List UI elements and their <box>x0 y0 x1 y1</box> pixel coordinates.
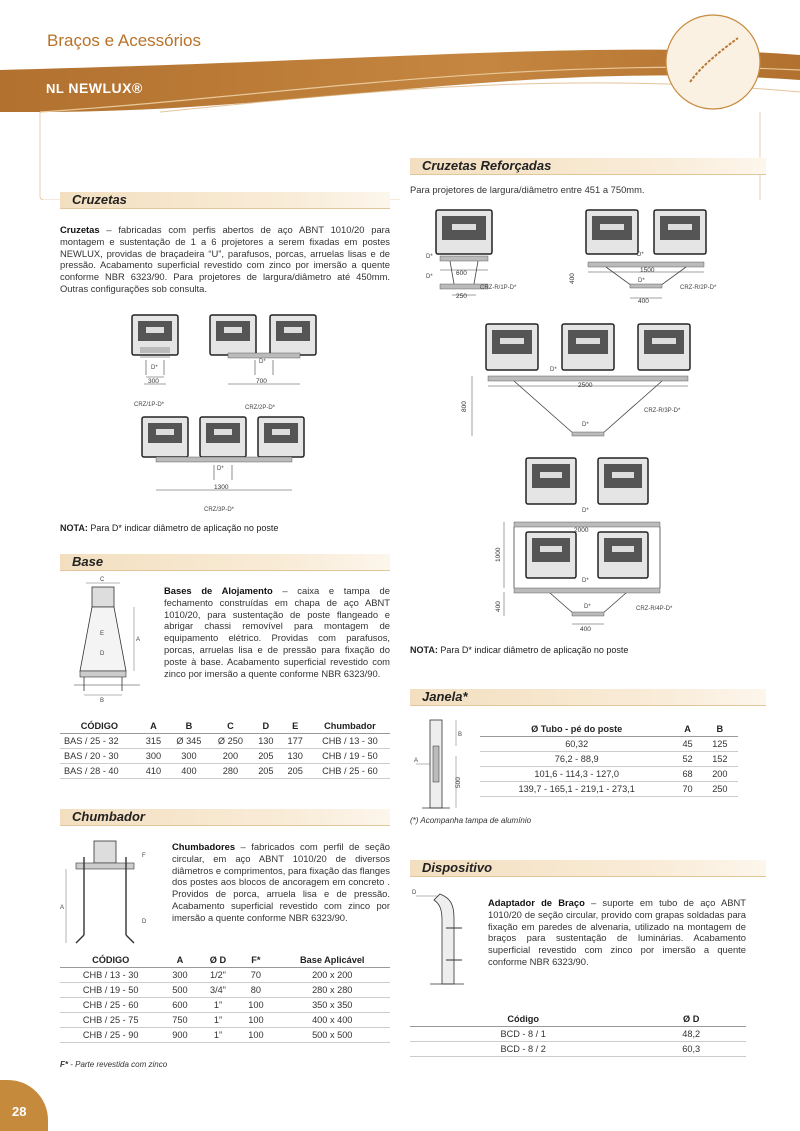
dispositivo-cell: 60,3 <box>636 1042 746 1057</box>
crz-r-1p-dim-b: 250 <box>456 293 467 300</box>
crz-r-3p-diagram <box>461 324 690 436</box>
chumbador-cell: 500 x 500 <box>274 1028 390 1043</box>
table-row <box>480 752 738 767</box>
base-cell: CHB / 19 - 50 <box>310 749 390 764</box>
chumbador-cell: 500 <box>161 983 198 998</box>
section-bar-chumbador <box>60 809 390 826</box>
base-diagram <box>60 575 160 703</box>
crz-r-4p-dim-b: 400 <box>580 626 591 633</box>
chumbador-cell: 900 <box>161 1028 198 1043</box>
chumbador-th-f: F* <box>237 953 274 968</box>
base-label-a: A <box>136 637 141 643</box>
chumbador-cell: 1” <box>199 1028 238 1043</box>
crz-r-4p-d: D* <box>582 508 589 514</box>
base-label-e: E <box>100 631 105 637</box>
chumbador-label-a: A <box>60 905 65 911</box>
chumbador-cell: 280 x 280 <box>274 983 390 998</box>
base-cell: Ø 250 <box>210 734 252 749</box>
base-cell: 130 <box>251 734 280 749</box>
janela-cell: 250 <box>702 782 738 797</box>
crz-r-4p-code: CRZ-R/4P-D* <box>636 606 673 612</box>
crz-r-1p-code: CRZ-R/1P-D* <box>480 285 517 291</box>
table-row <box>410 1042 746 1057</box>
dispositivo-diagram <box>410 884 476 994</box>
chumbador-cell: 350 x 350 <box>274 998 390 1013</box>
crz-r-4p-dim-h1: 1000 <box>495 547 502 562</box>
janela-cell: 125 <box>702 737 738 752</box>
janela-table <box>480 722 738 797</box>
crz-r-1p-diagram <box>426 210 517 300</box>
base-cell: 300 <box>168 749 210 764</box>
janela-th-b: B <box>702 722 738 737</box>
cruzetas-note <box>60 523 278 533</box>
crz-2p-code: CRZ/2P-D* <box>245 405 276 411</box>
reforcadas-subtitle: Para projetores de largura/diâmetro entre 451 a 750mm. <box>410 184 645 195</box>
crz-2p-diagram <box>210 315 316 411</box>
base-cell: Ø 345 <box>168 734 210 749</box>
crz-r-3p-code: CRZ-R/3P-D* <box>644 408 681 414</box>
dispositivo-th-d: Ø D <box>636 1012 746 1027</box>
base-cell: 315 <box>139 734 168 749</box>
base-cell: 177 <box>281 734 310 749</box>
table-row <box>60 734 390 749</box>
crz-3p-dim: 1300 <box>214 484 229 491</box>
section-title-dispositivo: Dispositivo <box>422 860 493 875</box>
section-title-base: Base <box>72 554 104 569</box>
dispositivo-label-d: D <box>412 890 417 896</box>
janela-cell: 70 <box>673 782 701 797</box>
dispositivo-lead: Adaptador de Braço <box>488 897 585 908</box>
base-th-a: A <box>139 719 168 734</box>
base-lead: Bases de Alojamento <box>164 585 273 596</box>
janela-cell: 68 <box>673 767 701 782</box>
base-cell: 200 <box>210 749 252 764</box>
base-cell: 400 <box>168 764 210 779</box>
chumbador-label-f: F <box>142 853 146 859</box>
crz-r-1p-dim-a: 600 <box>456 270 467 277</box>
crz-3p-d: D* <box>217 466 224 472</box>
janela-footnote: (*) Acompanha tampa de alumínio <box>410 816 532 825</box>
base-th-chumbador: Chumbador <box>310 719 390 734</box>
dispositivo-table <box>410 1012 746 1057</box>
cruzetas-body: – fabricadas com perfis abertos de aço ABNT 1010/20 para montagem e sustentação de 1 a 6 projetores a serem fixadas em postes NEWLUX, providas de braçadeira “U”, parafusos, porcas, arruelas lisas e de pressão. Acabamento superficial revestido com zinco por imersão a quente conforme NBR 6323/90. Para projetores de largura/diâmetro até 450mm. Outras configurações sob consulta. <box>60 224 390 294</box>
janela-label-a: A <box>414 758 419 764</box>
table-row <box>60 1013 390 1028</box>
janela-label-h: 500 <box>455 777 462 788</box>
cruzetas-diagrams <box>60 305 390 517</box>
chumbador-diagram <box>60 835 160 950</box>
dispositivo-description <box>488 897 746 968</box>
section-title-cruzetas: Cruzetas <box>72 192 127 207</box>
crz-r-4p-d2: D* <box>582 578 589 584</box>
janela-cell: 152 <box>702 752 738 767</box>
crz-r-4p-diagram <box>495 458 673 633</box>
crz-3p-code: CRZ/3P-D* <box>204 507 235 513</box>
brand-logo: NL NEWLUX® <box>46 80 143 96</box>
crz-3p-diagram <box>142 417 304 513</box>
section-bar-cruzetas <box>60 192 390 209</box>
crz-1p-dim: 300 <box>148 378 159 385</box>
janela-cell: 76,2 - 88,9 <box>480 752 673 767</box>
section-bar-base <box>60 554 390 571</box>
chumbador-th-d: Ø D <box>199 953 238 968</box>
base-th-e: E <box>281 719 310 734</box>
reforcadas-diagrams <box>410 200 766 638</box>
chumbador-description <box>172 841 390 924</box>
table-row <box>480 767 738 782</box>
base-label-b: B <box>100 698 105 703</box>
table-row <box>60 998 390 1013</box>
chumbador-cell: CHB / 25 - 90 <box>60 1028 161 1043</box>
section-title-chumbador: Chumbador <box>72 809 145 824</box>
crz-r-2p-d: D* <box>637 252 644 258</box>
base-label-d: D <box>100 651 105 657</box>
crz-r-2p-dim-a: 1500 <box>640 267 655 274</box>
base-th-c: C <box>210 719 252 734</box>
crz-r-2p-dim-h: 400 <box>569 273 576 284</box>
crz-2p-d: D* <box>259 359 266 365</box>
janela-table-header <box>480 722 738 737</box>
crz-r-4p-d3: D* <box>584 604 591 610</box>
chumbador-cell: 1” <box>199 998 238 1013</box>
page-section-title: Braços e Acessórios <box>47 31 202 50</box>
reforcadas-note-label: NOTA: <box>410 645 438 655</box>
janela-diagram <box>410 716 470 814</box>
base-cell: 280 <box>210 764 252 779</box>
reforcadas-note <box>410 645 628 655</box>
table-row <box>480 737 738 752</box>
crz-r-3p-d2: D* <box>582 422 589 428</box>
crz-r-3p-d: D* <box>550 367 557 373</box>
cruzetas-note-text: Para D* indicar diâmetro de aplicação no poste <box>87 523 279 533</box>
chumbador-footnote <box>60 1060 167 1069</box>
base-cell: 130 <box>281 749 310 764</box>
chumbador-table <box>60 953 390 1043</box>
crz-2p-dim: 700 <box>256 378 267 385</box>
base-th-d: D <box>251 719 280 734</box>
base-cell: BAS / 28 - 40 <box>60 764 139 779</box>
crz-1p-diagram <box>132 315 178 408</box>
chumbador-cell: 70 <box>237 968 274 983</box>
chumbador-cell: 80 <box>237 983 274 998</box>
janela-cell: 52 <box>673 752 701 767</box>
cruzetas-description <box>60 224 390 295</box>
base-cell: BAS / 25 - 32 <box>60 734 139 749</box>
chumbador-lead: Chumbadores <box>172 841 236 852</box>
brand-name: NEWLUX <box>68 80 133 96</box>
table-row <box>480 782 738 797</box>
table-row <box>60 764 390 779</box>
section-title-reforcadas: Cruzetas Reforçadas <box>422 158 552 173</box>
crz-r-4p-dim-h2: 400 <box>495 601 502 612</box>
table-row <box>60 968 390 983</box>
chumbador-cell: CHB / 25 - 75 <box>60 1013 161 1028</box>
chumbador-cell: CHB / 25 - 60 <box>60 998 161 1013</box>
chumbador-body: – fabricados com perfil de seção circular, em aço ABNT 1010/20 de diversos diâmetros e comprimentos, para fixação das flanges dos postes aos blocos de ancoragem em concreto . Providos de porca, arruela lisa e de pressão. Acabamento superficial revestido com zinco por imersão a quente conforme NBR 6323/90. <box>172 841 390 923</box>
chumbador-cell: 100 <box>237 1013 274 1028</box>
chumbador-cell: 300 <box>161 968 198 983</box>
chumbador-footnote-text: - Parte revestida com zinco <box>68 1060 168 1069</box>
chumbador-cell: 3/4” <box>199 983 238 998</box>
table-row <box>60 749 390 764</box>
crz-r-2p-d2: D* <box>638 278 645 284</box>
janela-th-a: A <box>673 722 701 737</box>
cruzetas-lead: Cruzetas <box>60 224 100 235</box>
table-row <box>60 1028 390 1043</box>
base-table-header <box>60 719 390 734</box>
base-cell: BAS / 20 - 30 <box>60 749 139 764</box>
base-cell: 410 <box>139 764 168 779</box>
base-label-c: C <box>100 577 105 583</box>
base-body: – caixa e tampa de fechamento construídas em chapa de aço ABNT 1010/20, para sustentação de poste flangeado e abrigar chassi removível para montagem de equipamento elétrico. Providas com parafusos, porcas, arruelas lisa e de pressão para fixação do poste à base. Acabamento superficial revestido com zinco por imersão a quente conforme NBR 6323/90. <box>164 585 390 679</box>
crz-r-2p-code: CRZ-R/2P-D* <box>680 285 717 291</box>
dispositivo-cell: 48,2 <box>636 1027 746 1042</box>
base-table <box>60 719 390 779</box>
base-cell: CHB / 13 - 30 <box>310 734 390 749</box>
dispositivo-cell: BCD - 8 / 1 <box>410 1027 636 1042</box>
base-cell: CHB / 25 - 60 <box>310 764 390 779</box>
section-bar-reforcadas <box>410 158 766 175</box>
chumbador-cell: 1” <box>199 1013 238 1028</box>
base-cell: 205 <box>281 764 310 779</box>
section-bar-dispositivo <box>410 860 766 877</box>
crz-r-2p-dim-b: 400 <box>638 298 649 305</box>
dispositivo-cell: BCD - 8 / 2 <box>410 1042 636 1057</box>
chumbador-cell: CHB / 19 - 50 <box>60 983 161 998</box>
chumbador-cell: 100 <box>237 998 274 1013</box>
crz-r-2p-diagram <box>569 210 717 305</box>
janela-cell: 139,7 - 165,1 - 219,1 - 273,1 <box>480 782 673 797</box>
section-title-janela: Janela* <box>422 689 468 704</box>
table-row <box>410 1027 746 1042</box>
base-description <box>164 585 390 679</box>
chumbador-th-a: A <box>161 953 198 968</box>
janela-cell: 45 <box>673 737 701 752</box>
crz-r-1p-d2: D* <box>426 274 433 280</box>
chumbador-label-d: D <box>142 919 147 925</box>
dispositivo-th-codigo: Código <box>410 1012 636 1027</box>
table-row <box>60 983 390 998</box>
chumbador-cell: 100 <box>237 1028 274 1043</box>
chumbador-table-header <box>60 953 390 968</box>
dispositivo-body: – suporte em tubo de aço ABNT 1010/20 de seção circular, provido com grapas soldadas para fixação em paredes de alvenaria, utilizado na montagem de braços para sustentação de luminárias. Acabamento superficial revestido com zinco por imersão a quente conforme NBR 6323/90. <box>488 897 746 967</box>
janela-th-tubo: Ø Tubo - pé do poste <box>480 722 673 737</box>
base-th-b: B <box>168 719 210 734</box>
dispositivo-table-header <box>410 1012 746 1027</box>
janela-label-b: B <box>458 732 463 738</box>
janela-cell: 200 <box>702 767 738 782</box>
crz-1p-code: CRZ/1P-D* <box>134 402 165 408</box>
crz-r-3p-dim-h: 800 <box>461 401 468 412</box>
chumbador-cell: 400 x 400 <box>274 1013 390 1028</box>
base-cell: 300 <box>139 749 168 764</box>
chumbador-cell: 200 x 200 <box>274 968 390 983</box>
chumbador-cell: 750 <box>161 1013 198 1028</box>
reforcadas-note-text: Para D* indicar diâmetro de aplicação no poste <box>437 645 629 655</box>
chumbador-footnote-mark: F* <box>60 1060 68 1069</box>
chumbador-cell: 600 <box>161 998 198 1013</box>
brand-mark: NL <box>46 81 65 96</box>
section-bar-janela <box>410 689 766 706</box>
crz-1p-d: D* <box>151 365 158 371</box>
crz-r-1p-d: D* <box>426 254 433 260</box>
janela-cell: 60,32 <box>480 737 673 752</box>
base-cell: 205 <box>251 764 280 779</box>
base-cell: 205 <box>251 749 280 764</box>
crz-r-4p-dim-a: 2000 <box>574 527 589 534</box>
chumbador-th-codigo: CÓDIGO <box>60 953 161 968</box>
janela-cell: 101,6 - 114,3 - 127,0 <box>480 767 673 782</box>
base-th-codigo: CÓDIGO <box>60 719 139 734</box>
page-number: 28 <box>12 1104 27 1119</box>
cruzetas-note-label: NOTA: <box>60 523 88 533</box>
chumbador-cell: 1/2” <box>199 968 238 983</box>
chumbador-cell: CHB / 13 - 30 <box>60 968 161 983</box>
chumbador-th-base: Base Aplicável <box>274 953 390 968</box>
crz-r-3p-dim-a: 2500 <box>578 382 593 389</box>
